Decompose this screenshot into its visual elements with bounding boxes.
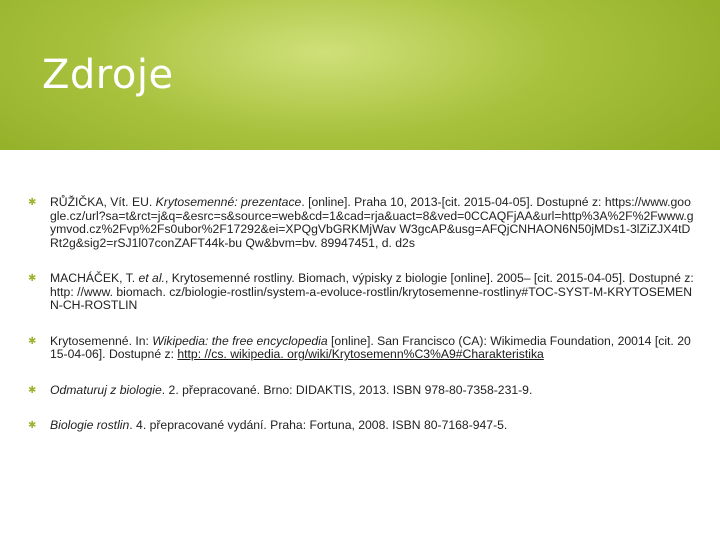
reference-title: Krytosemenné: prezentace [155, 195, 302, 209]
slide-title: Zdroje [42, 52, 174, 98]
reference-text: MACHÁČEK, T. [50, 271, 139, 285]
reference-text: Krytosemenné. In: [50, 333, 153, 348]
reference-text: . 2. přepracované. Brno: DIDAKTIS, 2013. ISBN 978-80-7358-231-9. [161, 382, 533, 397]
reference-item [26, 384, 694, 398]
wikipedia-link[interactable]: http: //cs. wikipedia. org/wiki/Krytosemenn%C3%A9#Charakteristika [177, 347, 544, 361]
reference-text: . [online]. Praha 10, 2013-[cit. 2015-04-05]. Dostupné z: https://www.google.cz/url?sa=t&rct=j&q=&esrc=s&source=web&cd=1&cad=rja&uact=8&ved=0CCAQFjAA&url=http%3A%2F%2Fwww.gymvod.cz%2Fvp%2Fs0ubor%2F17292&ei=XPQgVbGRKMjWav W3gcAP&usg=AFQjCNHAON6N50jMDs1-3lZiZJX4tDRt2g&sig2=rSJ1l07conZAFT44k-bu Qw&bvm=bv. 89947451, d. d2s [50, 195, 694, 250]
reference-item [26, 335, 694, 362]
reference-text: RŮŽIČKA, Vít. EU. [50, 195, 156, 209]
reference-text: [online]. San Francisco (CA): Wikimedia Foundation, 20014 [cit. 2015-04-06]. Dostupné z: [50, 333, 691, 361]
asterisk-bullet-icon: ✱ [28, 197, 37, 208]
reference-title: Wikipedia: the free encyclopedia [152, 333, 328, 348]
reference-text: , Krytosemenné rostliny. Biomach, výpisky z biologie [online]. 2005– [cit. 2015-04-05]. Dostupné z:http: //www. biomach. cz/biologie-rostlin/system-a-evoluce-rostlin/krytosemenne-rostliny#TOC-SYST-M-KRYTOSEMENN-CH-ROSTLIN [50, 271, 694, 312]
reference-title: Biologie rostlin [50, 418, 130, 432]
reference-item [26, 196, 694, 250]
reference-item [26, 419, 694, 433]
asterisk-bullet-icon: ✱ [28, 273, 37, 284]
asterisk-bullet-icon: ✱ [28, 384, 37, 396]
asterisk-bullet-icon: ✱ [28, 420, 37, 431]
reference-item [26, 272, 694, 313]
reference-text: . 4. přepracované vydání. Praha: Fortuna, 2008. ISBN 80-7168-947-5. [129, 418, 508, 432]
reference-title: et al. [138, 271, 165, 285]
reference-title: Odmaturuj z biologie [50, 382, 162, 397]
reference-list [26, 196, 694, 455]
asterisk-bullet-icon: ✱ [28, 335, 37, 347]
